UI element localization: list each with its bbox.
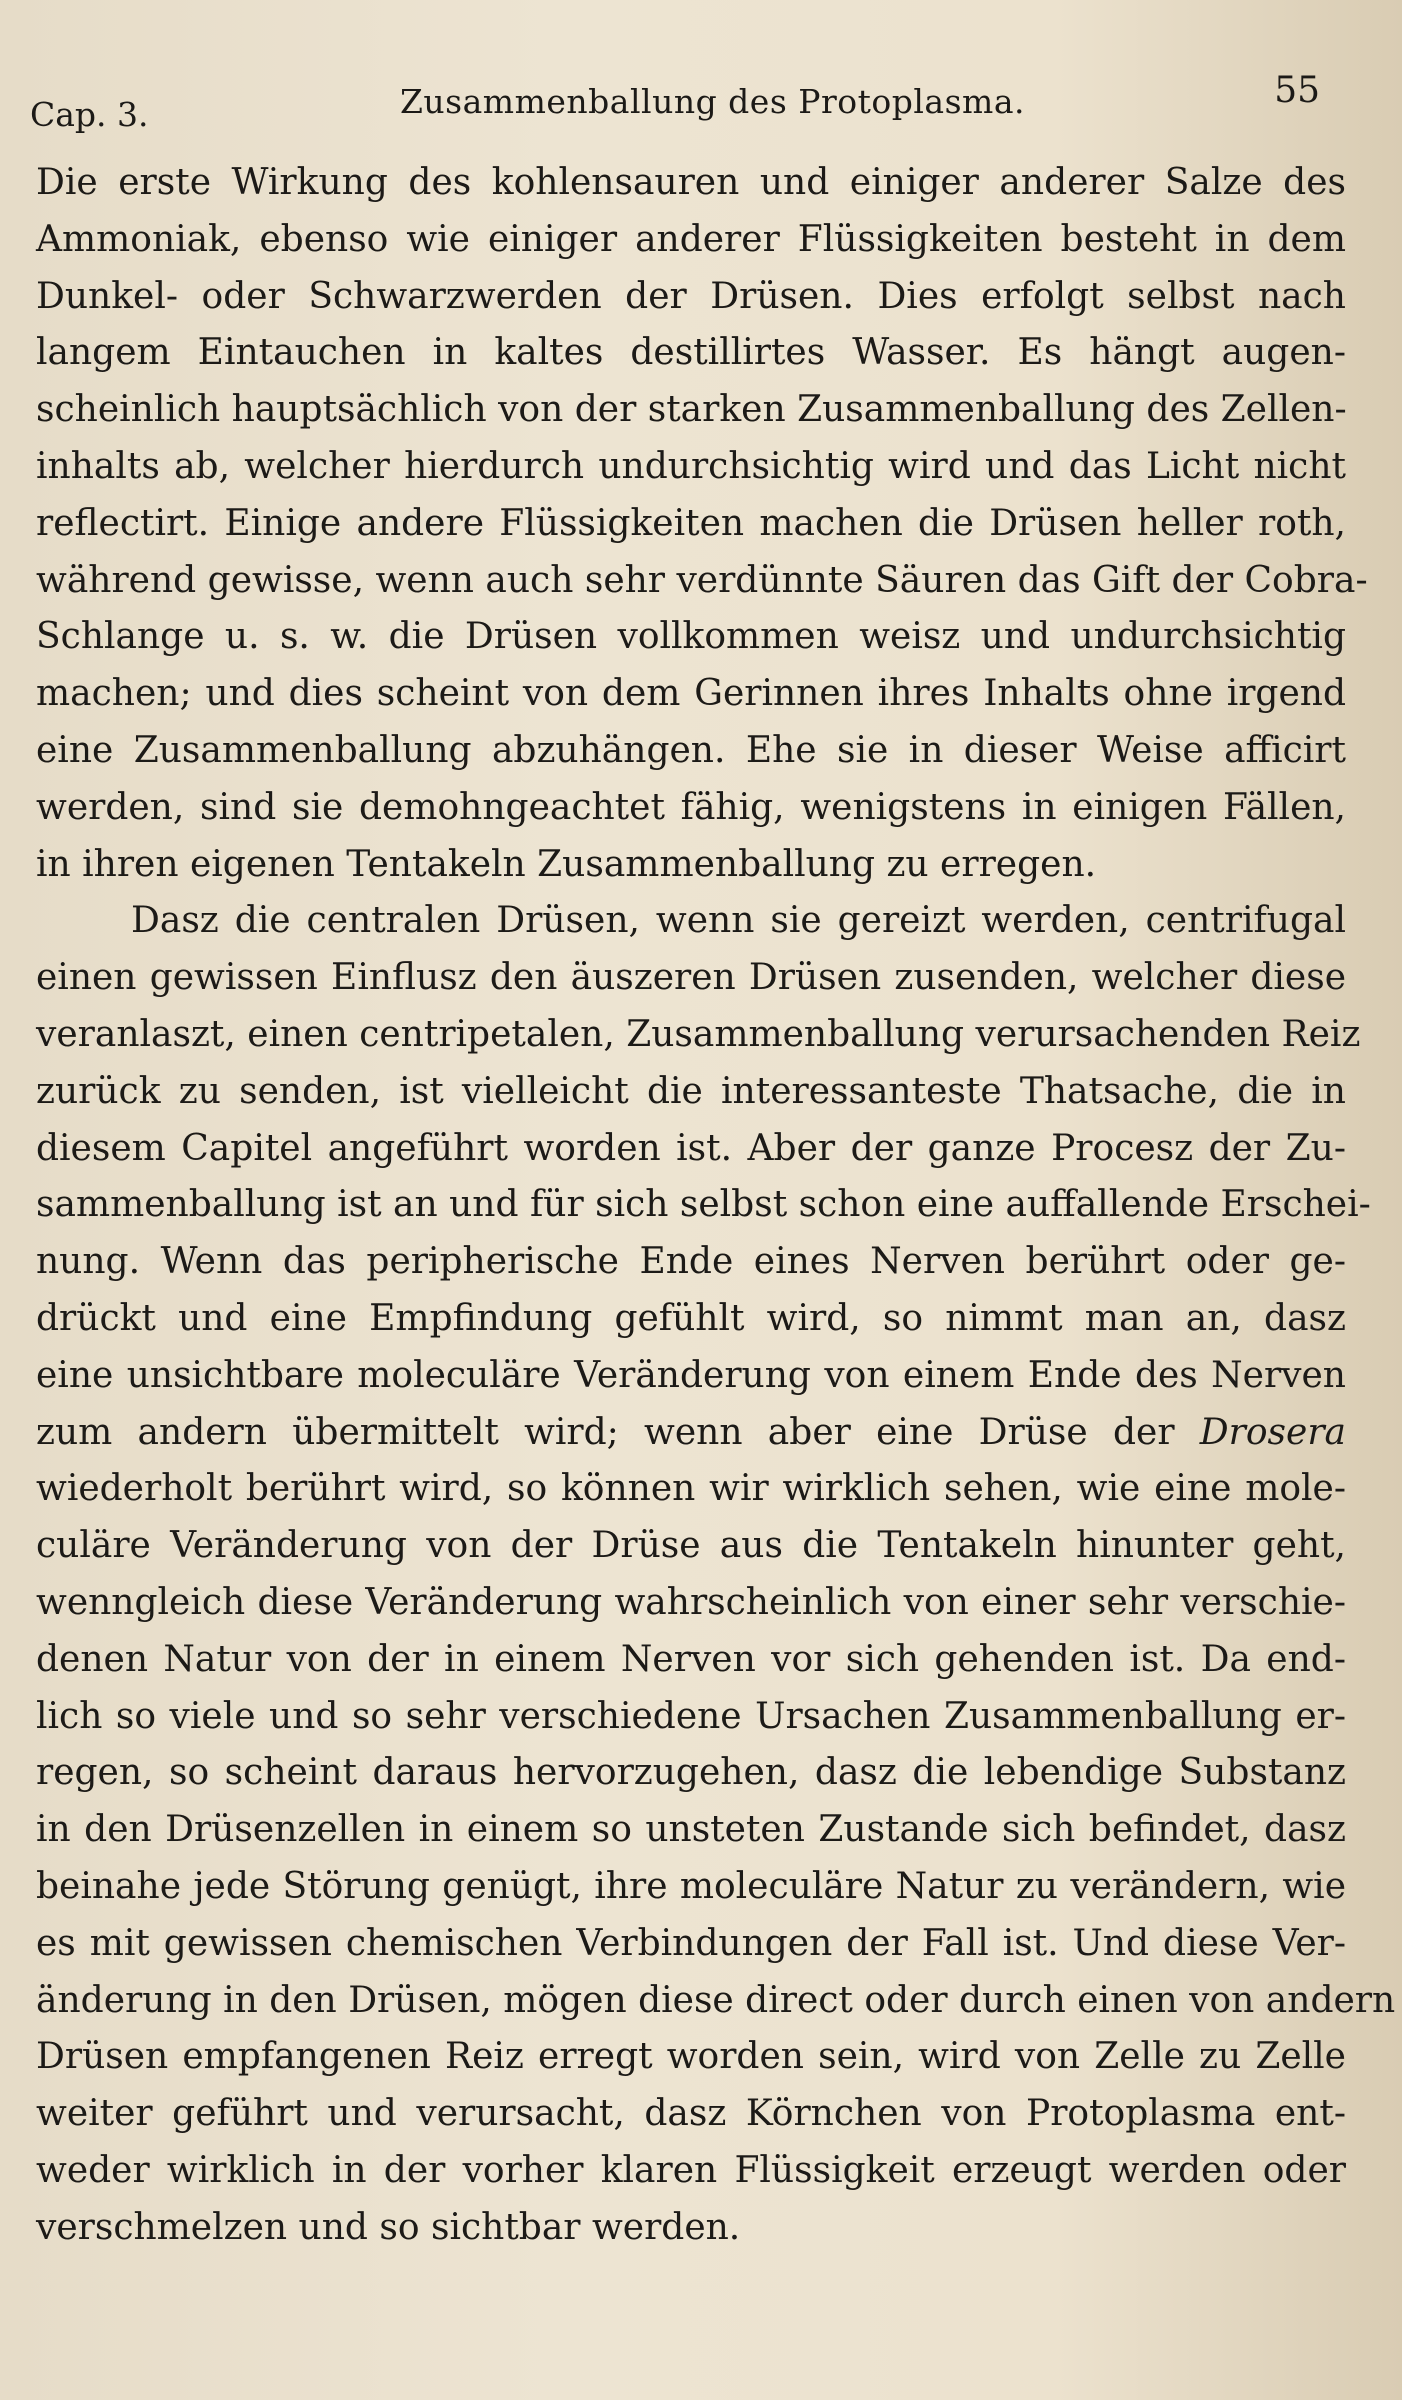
text-line: sammenballung ist an und für sich selbst schon eine auffallende Erschei- (36, 1184, 1371, 1226)
running-title: Zusammenballung des Protoplasma. (400, 82, 1025, 121)
text-line: änderung in den Drüsen, mögen diese direct oder durch einen von andern (36, 1979, 1396, 2021)
text-line: zurück zu senden, ist vielleicht die interessanteste Thatsache, die in (36, 1070, 1346, 1112)
text-line: culäre Veränderung von der Drüse aus die Tentakeln hinunter geht, (36, 1525, 1346, 1567)
text-line: eine Zusammenballung abzuhängen. Ehe sie in dieser Weise afficirt (36, 729, 1346, 771)
text-line: verschmelzen und so sichtbar werden. (36, 2206, 741, 2248)
text-line: diesem Capitel angeführt worden ist. Aber der ganze Procesz der Zu- (36, 1127, 1346, 1169)
text-line: reflectirt. Einige andere Flüssigkeiten machen die Drüsen heller roth, (36, 502, 1346, 544)
text-line: drückt und eine Empfindung gefühlt wird, so nimmt man an, dasz (36, 1297, 1346, 1339)
text-line: in den Drüsenzellen in einem so unsteten Zustande sich befindet, dasz (36, 1809, 1346, 1851)
body-text (36, 155, 1396, 2256)
text-line: in ihren eigenen Tentakeln Zusammenballung zu erregen. (36, 843, 1097, 885)
paragraph (36, 155, 1368, 893)
text-line: einen gewissen Einflusz den äuszeren Drüsen zusenden, welcher diese (36, 957, 1346, 999)
text-line: eine unsichtbare moleculäre Veränderung von einem Ende des Nerven (36, 1354, 1346, 1396)
text-line: werden, sind sie demohngeachtet fähig, wenigstens in einigen Fällen, (36, 786, 1346, 828)
text-line: weder wirklich in der vorher klaren Flüssigkeit erzeugt werden oder (36, 2149, 1346, 2191)
text-line: während gewisse, wenn auch sehr verdünnte Säuren das Gift der Cobra- (36, 559, 1368, 601)
italic-genus-name: Drosera (1199, 1411, 1346, 1453)
text-line: zum andern übermittelt wird; wenn aber eine Drüse der Drosera (36, 1411, 1346, 1453)
text-line: Ammoniak, ebenso wie einiger anderer Flüssigkeiten besteht in dem (36, 218, 1346, 260)
text-line: inhalts ab, welcher hierdurch undurchsichtig wird und das Licht nicht (36, 445, 1346, 487)
text-line: weiter geführt und verursacht, dasz Körnchen von Protoplasma ent- (36, 2093, 1346, 2135)
text-line: lich so viele und so sehr verschiedene Ursachen Zusammenballung er- (36, 1695, 1346, 1737)
page-number: 55 (1274, 70, 1320, 111)
text-line: Schlange u. s. w. die Drüsen vollkommen weisz und undurchsichtig (36, 616, 1346, 658)
text-line: machen; und dies scheint von dem Gerinnen ihres Inhalts ohne irgend (36, 673, 1346, 715)
text-line: regen, so scheint daraus hervorzugehen, dasz die lebendige Substanz (36, 1752, 1346, 1794)
text-line: langem Eintauchen in kaltes destillirtes Wasser. Es hängt augen- (36, 332, 1346, 374)
text-line: wiederholt berührt wird, so können wir wirklich sehen, wie eine mole- (36, 1468, 1346, 1510)
text-line: scheinlich hauptsächlich von der starken Zusammenballung des Zellen- (36, 389, 1347, 431)
text-line: beinahe jede Störung genügt, ihre moleculäre Natur zu verändern, wie (36, 1865, 1346, 1907)
text-line: wenngleich diese Veränderung wahrscheinlich von einer sehr verschie- (36, 1581, 1346, 1623)
text-line: Dunkel- oder Schwarzwerden der Drüsen. Dies erfolgt selbst nach (36, 275, 1346, 317)
text-line: nung. Wenn das peripherische Ende eines Nerven berührt oder ge- (36, 1241, 1346, 1283)
paragraph (36, 893, 1396, 2256)
text-line: Die erste Wirkung des kohlensauren und einiger anderer Salze des (36, 162, 1346, 203)
text-line: Dasz die centralen Drüsen, wenn sie gereizt werden, centrifugal (131, 900, 1346, 942)
text-line: veranlaszt, einen centripetalen, Zusammenballung verursachenden Reiz (36, 1013, 1361, 1055)
chapter-label: Cap. 3. (30, 95, 149, 134)
text-line: Drüsen empfangenen Reiz erregt worden sein, wird von Zelle zu Zelle (36, 2036, 1346, 2078)
text-line: es mit gewissen chemischen Verbindungen der Fall ist. Und diese Ver- (36, 1922, 1346, 1964)
text-line: denen Natur von der in einem Nerven vor sich gehenden ist. Da end- (36, 1638, 1346, 1680)
running-header (30, 70, 1320, 134)
